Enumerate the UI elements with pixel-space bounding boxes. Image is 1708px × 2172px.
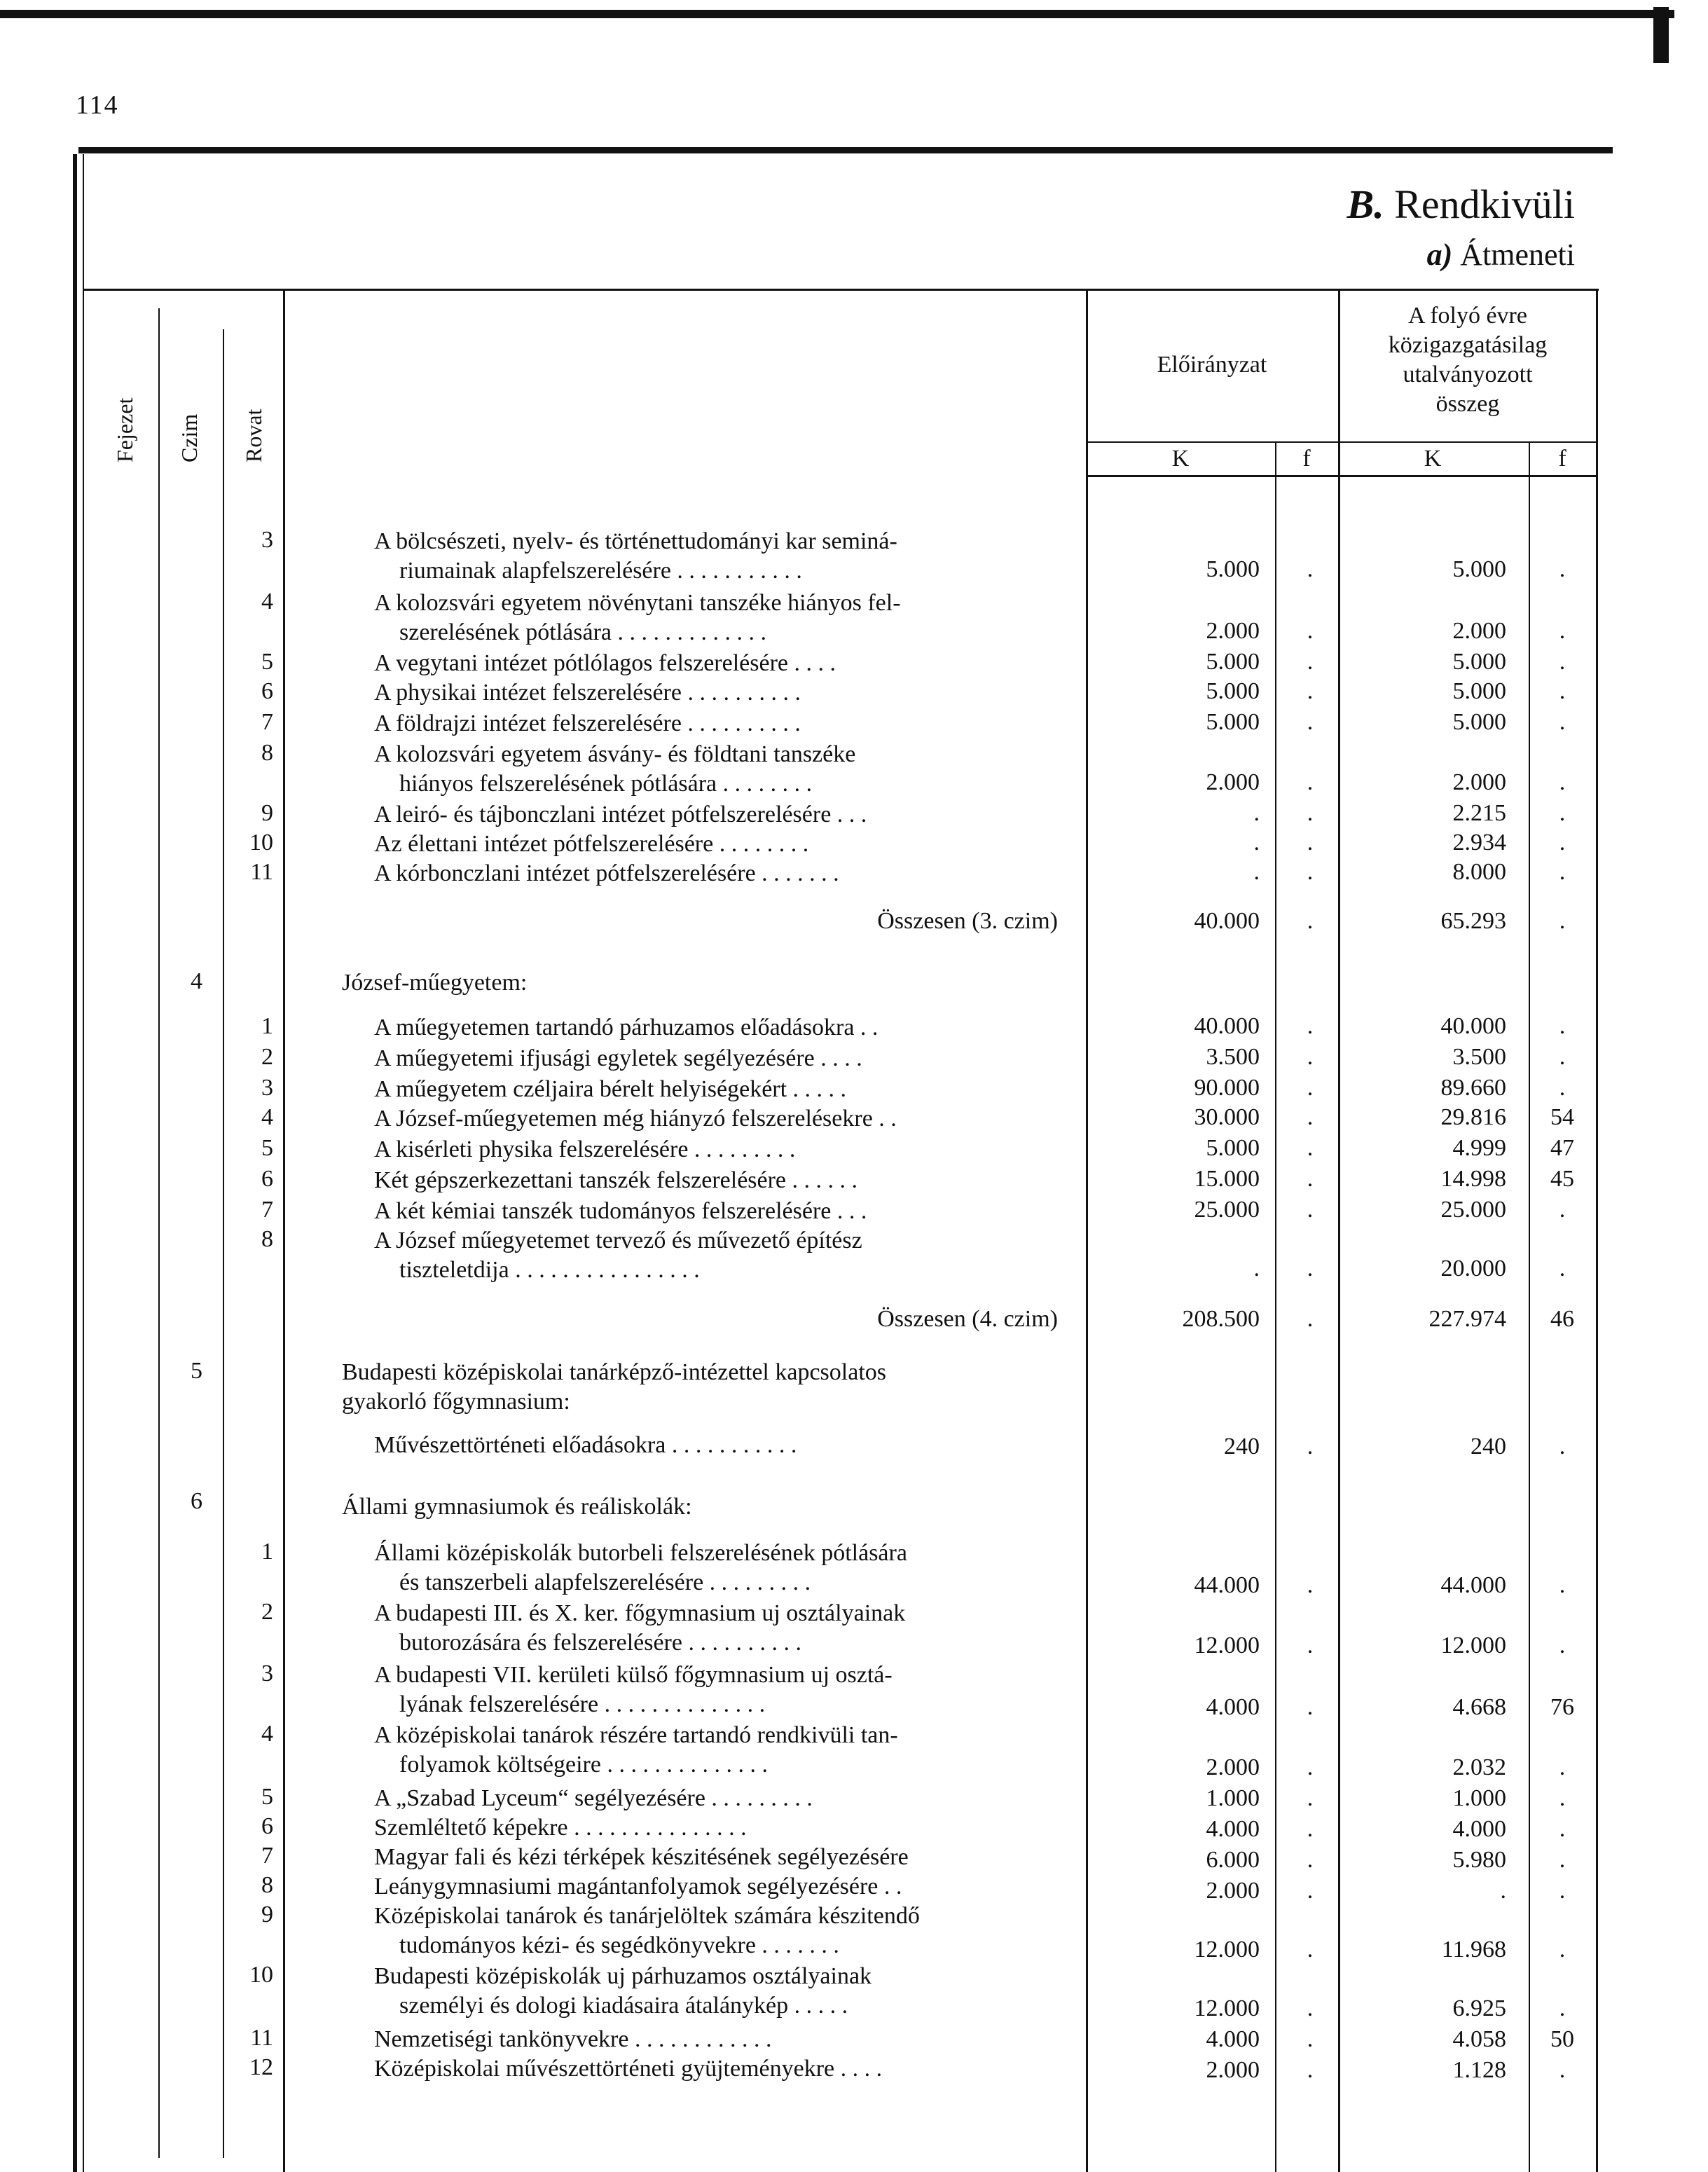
- eloiranyzat-f: .: [1307, 1135, 1314, 1161]
- item-description: [374, 1872, 1082, 1902]
- utalvanyozott-k: 5.980: [1452, 1847, 1506, 1873]
- total-eloiranyzat-k: 40.000: [1194, 908, 1260, 934]
- eloiranyzat-f: .: [1307, 1256, 1314, 1281]
- rovat-number: 5: [261, 1135, 273, 1161]
- group-title-line2: gyakorló főgymnasium:: [342, 1389, 570, 1415]
- rovat-number: 10: [249, 1962, 273, 1988]
- rovat-number: 6: [261, 1166, 273, 1192]
- utalvanyozott-k: 40.000: [1440, 1013, 1506, 1039]
- rovat-number: 2: [261, 1044, 273, 1070]
- czim-number: 4: [191, 968, 202, 994]
- eloiranyzat-k: 2.000: [1206, 618, 1260, 644]
- rovat-number: 5: [261, 1784, 273, 1810]
- item-line1: Két gépszerkezettani tanszék felszerelésére . . . . . .: [374, 1167, 858, 1193]
- col-sep-eloiranyzat-f: [1275, 441, 1276, 2172]
- eloiranyzat-k: 15.000: [1194, 1166, 1260, 1192]
- eloiranyzat-k: 4.000: [1206, 1816, 1260, 1842]
- eloiranyzat-f: .: [1307, 1754, 1314, 1780]
- page-number: 114: [76, 90, 119, 120]
- utalvanyozott-f: .: [1559, 1434, 1566, 1459]
- eloiranyzat-k: 1.000: [1206, 1785, 1260, 1811]
- eloiranyzat-f: .: [1307, 1816, 1314, 1842]
- group-title: Állami gymnasiumok és reáliskolák:: [342, 1494, 692, 1520]
- header-utalvanyozott-line1: A folyó évre: [1408, 303, 1527, 329]
- utalvanyozott-k: 25.000: [1440, 1197, 1506, 1223]
- utalvanyozott-f: .: [1559, 1572, 1566, 1598]
- rovat-number: 7: [261, 709, 273, 735]
- item-description: [374, 800, 1082, 830]
- item-line1: Budapesti középiskolák uj párhuzamos osztályainak: [374, 1963, 872, 1989]
- eloiranyzat-k: .: [1253, 859, 1260, 885]
- eloiranyzat-k: 44.000: [1194, 1572, 1260, 1598]
- utalvanyozott-f: .: [1559, 800, 1566, 826]
- utalvanyozott-f: .: [1559, 769, 1566, 795]
- eloiranyzat-f: .: [1307, 1197, 1314, 1223]
- utalvanyozott-f: 76: [1550, 1694, 1574, 1720]
- col-sep-fejezet: [158, 308, 160, 2158]
- utalvanyozott-k: 4.668: [1452, 1694, 1506, 1720]
- utalvanyozott-k: 8.000: [1452, 859, 1506, 885]
- eloiranyzat-f: .: [1307, 1694, 1314, 1720]
- item-description: [374, 1661, 1082, 1719]
- czim-number: 5: [191, 1358, 202, 1384]
- item-description: [374, 1013, 1082, 1043]
- rovat-number: 7: [261, 1197, 273, 1223]
- rovat-number: 8: [261, 1872, 273, 1898]
- item-line1: Középiskolai művészettörténeti gyüjteményekre . . . .: [374, 2056, 883, 2082]
- item-description: [374, 1902, 1082, 1960]
- eloiranyzat-k: 12.000: [1194, 1633, 1260, 1658]
- rovat-number: 3: [261, 527, 273, 553]
- col-sep-eloiranyzat: [1086, 289, 1088, 2172]
- section-title-text: Rendkivüli: [1394, 181, 1575, 227]
- total-eloiranyzat-k: 208.500: [1182, 1306, 1260, 1332]
- rovat-number: 11: [250, 859, 273, 885]
- item-line1: A leiró- és tájbonczlani intézet pótfelszerelésére . . .: [374, 802, 867, 827]
- eloiranyzat-k: 2.000: [1206, 769, 1260, 795]
- eloiranyzat-f: .: [1307, 1166, 1314, 1192]
- eloiranyzat-f: .: [1307, 1847, 1314, 1873]
- item-description: [374, 830, 1082, 859]
- item-line1: A vegytani intézet pótlólagos felszerelésére . . . .: [374, 650, 836, 676]
- utalvanyozott-f: .: [1559, 2057, 1566, 2083]
- item-description: [374, 1226, 1082, 1285]
- item-line1: Állami középiskolák butorbeli felszerelésének pótlására: [374, 1540, 907, 1566]
- rovat-number: 5: [261, 649, 273, 675]
- item-description: [374, 859, 1082, 888]
- rovat-number: 8: [261, 1226, 273, 1252]
- item-description: [374, 1843, 1082, 1872]
- table-top-rule: [78, 147, 1613, 153]
- group-title: [342, 1358, 1084, 1417]
- utalvanyozott-k: 3.500: [1452, 1044, 1506, 1070]
- eloiranyzat-k: 2.000: [1206, 1878, 1260, 1904]
- subsection-letter: a): [1426, 238, 1453, 272]
- utalvanyozott-k: 20.000: [1440, 1256, 1506, 1281]
- header-czim: Czim: [177, 413, 202, 462]
- utalvanyozott-f: .: [1559, 649, 1566, 675]
- eloiranyzat-f: .: [1307, 1785, 1314, 1811]
- eloiranyzat-f: .: [1307, 1572, 1314, 1598]
- utalvanyozott-f: .: [1559, 1633, 1566, 1658]
- utalvanyozott-k: 240: [1471, 1434, 1506, 1459]
- item-line1: A műegyetemi ifjusági egyletek segélyezésére . . . .: [374, 1045, 862, 1071]
- eloiranyzat-k: 5.000: [1206, 1135, 1260, 1161]
- utalvanyozott-k: 4.000: [1452, 1816, 1506, 1842]
- header-utalvanyozott-line2: közigazgatásilag: [1388, 332, 1548, 358]
- utalvanyozott-k: 5.000: [1452, 678, 1506, 704]
- utalvanyozott-f: .: [1559, 1937, 1566, 1963]
- item-line1: Az élettani intézet pótfelszerelésére . . . . . . . .: [374, 831, 809, 857]
- rovat-number: 9: [261, 800, 273, 826]
- utalvanyozott-k: 2.934: [1452, 830, 1506, 855]
- eloiranyzat-k: 90.000: [1194, 1075, 1260, 1101]
- top-border-corner: [1653, 7, 1669, 63]
- item-line2: riumainak alapfelszerelésére . . . . . . . . . . .: [399, 558, 802, 584]
- utalvanyozott-k: 44.000: [1440, 1572, 1506, 1598]
- item-line1: Magyar fali és kézi térképek készitésének segélyezésére: [374, 1844, 909, 1870]
- item-description: [374, 1962, 1082, 2021]
- rovat-number: 12: [249, 2054, 273, 2080]
- eloiranyzat-k: 5.000: [1206, 649, 1260, 675]
- total-label: Összesen (3. czim): [877, 908, 1058, 934]
- utalvanyozott-f: .: [1559, 678, 1566, 704]
- col-sep-right: [1596, 289, 1598, 2172]
- eloiranyzat-f: .: [1307, 1633, 1314, 1658]
- item-line1: A physikai intézet felszerelésére . . . . . . . . . .: [374, 680, 801, 706]
- item-description: [374, 1539, 1082, 1597]
- item-line1: A kolozsvári egyetem ásvány- és földtani tanszéke: [374, 741, 856, 767]
- item-description: [374, 678, 1082, 708]
- eloiranyzat-f: .: [1307, 2026, 1314, 2052]
- eloiranyzat-k: 12.000: [1194, 1995, 1260, 2021]
- item-line2: lyának felszerelésére . . . . . . . . . . . . . .: [399, 1691, 766, 1717]
- utalvanyozott-k: 12.000: [1440, 1633, 1506, 1658]
- item-description: [374, 1166, 1082, 1195]
- utalvanyozott-k: 1.128: [1452, 2057, 1506, 2083]
- eloiranyzat-f: .: [1307, 1878, 1314, 1904]
- eloiranyzat-f: .: [1307, 830, 1314, 855]
- eloiranyzat-f: .: [1307, 859, 1314, 885]
- header-unit-f1: f: [1302, 446, 1311, 472]
- utalvanyozott-k: .: [1500, 1878, 1506, 1904]
- header-utalvanyozott-line3: utalványozott: [1403, 362, 1533, 387]
- rovat-number: 6: [261, 678, 273, 704]
- utalvanyozott-f: .: [1559, 709, 1566, 735]
- col-sep-rovat: [283, 289, 285, 2172]
- rovat-number: 4: [261, 1104, 273, 1130]
- eloiranyzat-f: .: [1307, 649, 1314, 675]
- rovat-number: 1: [261, 1539, 273, 1565]
- header-eloiranyzat: Előirányzat: [1157, 352, 1267, 378]
- utalvanyozott-f: .: [1559, 556, 1566, 582]
- item-line1: A bölcsészeti, nyelv- és történettudományi kar seminá-: [374, 528, 897, 554]
- header-utalvanyozott: [1345, 301, 1590, 419]
- item-description: [374, 1813, 1082, 1843]
- item-description: [374, 1784, 1082, 1813]
- rovat-number: 4: [261, 1721, 273, 1747]
- item-description: [374, 2025, 1082, 2054]
- top-border-rule: [0, 10, 1674, 18]
- utalvanyozott-f: 45: [1550, 1166, 1574, 1192]
- item-line2: butorozására és felszerelésére . . . . . . . . . .: [399, 1630, 801, 1656]
- item-line1: A kolozsvári egyetem növénytani tanszéke hiányos fel-: [374, 590, 901, 616]
- utalvanyozott-k: 6.925: [1452, 1995, 1506, 2021]
- utalvanyozott-k: 1.000: [1452, 1785, 1506, 1811]
- eloiranyzat-k: 4.000: [1206, 1694, 1260, 1720]
- item-line2: tudományos kézi- és segédkönyvekre . . . . . . .: [399, 1932, 839, 1958]
- utalvanyozott-f: 54: [1550, 1104, 1574, 1130]
- total-utalvanyozott-f: .: [1559, 908, 1566, 934]
- eloiranyzat-k: 240: [1224, 1434, 1260, 1459]
- item-line2: tiszteletdija . . . . . . . . . . . . . . . .: [399, 1257, 700, 1283]
- utalvanyozott-k: 5.000: [1452, 649, 1506, 675]
- section-title: [1347, 181, 1575, 228]
- eloiranyzat-k: 25.000: [1194, 1197, 1260, 1223]
- eloiranyzat-k: 4.000: [1206, 2026, 1260, 2052]
- item-line1: A kisérleti physika felszerelésére . . . . . . . . .: [374, 1136, 796, 1162]
- group-title-line1: Budapesti középiskolai tanárképző-intézettel kapcsolatos: [342, 1359, 887, 1385]
- utalvanyozott-f: .: [1559, 1013, 1566, 1039]
- item-line2: folyamok költségeire . . . . . . . . . . . . . .: [399, 1752, 768, 1778]
- header-bottom-rule: [1086, 475, 1597, 477]
- item-description: [374, 1431, 1082, 1460]
- utalvanyozott-f: .: [1559, 618, 1566, 644]
- rovat-number: 6: [261, 1813, 273, 1839]
- eloiranyzat-f: .: [1307, 678, 1314, 704]
- total-eloiranyzat-f: .: [1307, 908, 1314, 934]
- total-label: Összesen (4. czim): [877, 1306, 1058, 1332]
- eloiranyzat-f: .: [1307, 556, 1314, 582]
- item-description: [374, 1599, 1082, 1658]
- item-description: [374, 1104, 1082, 1134]
- item-description: [374, 589, 1082, 647]
- rovat-number: 3: [261, 1661, 273, 1686]
- utalvanyozott-k: 5.000: [1452, 709, 1506, 735]
- eloiranyzat-k: 2.000: [1206, 1754, 1260, 1780]
- header-unit-rule: [1086, 441, 1597, 443]
- eloiranyzat-k: 30.000: [1194, 1104, 1260, 1130]
- utalvanyozott-f: .: [1559, 1785, 1566, 1811]
- utalvanyozott-k: 4.999: [1452, 1135, 1506, 1161]
- utalvanyozott-f: .: [1559, 1256, 1566, 1281]
- rovat-number: 2: [261, 1599, 273, 1625]
- utalvanyozott-f: .: [1559, 1075, 1566, 1101]
- item-line1: A József műegyetemet tervező és művezető építész: [374, 1228, 862, 1253]
- utalvanyozott-k: 5.000: [1452, 556, 1506, 582]
- eloiranyzat-k: 2.000: [1206, 2057, 1260, 2083]
- utalvanyozott-k: 4.058: [1452, 2026, 1506, 2052]
- col-sep-utalvanyozott-f: [1529, 441, 1530, 2172]
- total-utalvanyozott-k: 65.293: [1440, 908, 1506, 934]
- header-fejezet: Fejezet: [112, 397, 137, 462]
- utalvanyozott-f: .: [1559, 830, 1566, 855]
- item-line1: A „Szabad Lyceum“ segélyezésére . . . . . . . . .: [374, 1785, 813, 1811]
- rovat-number: 10: [249, 830, 273, 855]
- eloiranyzat-f: .: [1307, 709, 1314, 735]
- item-line2: szerelésének pótlására . . . . . . . . . . . . .: [399, 619, 766, 645]
- item-line1: A kórbonczlani intézet pótfelszerelésére . . . . . . .: [374, 860, 839, 886]
- utalvanyozott-k: 2.000: [1452, 618, 1506, 644]
- eloiranyzat-f: .: [1307, 618, 1314, 644]
- item-description: [374, 1721, 1082, 1780]
- utalvanyozott-f: .: [1559, 1816, 1566, 1842]
- header-unit-k2: K: [1424, 446, 1442, 472]
- utalvanyozott-k: 11.968: [1441, 1937, 1506, 1963]
- item-line2: és tanszerbeli alapfelszerelésére . . . . . . . . .: [399, 1569, 811, 1595]
- item-line1: A budapesti VII. kerületi külső főgymnasium uj osztá-: [374, 1662, 893, 1688]
- rovat-number: 9: [261, 1902, 273, 1927]
- eloiranyzat-k: 12.000: [1194, 1937, 1260, 1963]
- item-line1: Leánygymnasiumi magántanfolyamok segélyezésére . .: [374, 1874, 902, 1899]
- header-top-rule: [84, 289, 1599, 291]
- subsection-title: [1427, 237, 1575, 273]
- total-eloiranyzat-f: .: [1307, 1306, 1314, 1332]
- item-line1: A műegyetemen tartandó párhuzamos előadásokra . .: [374, 1015, 879, 1040]
- item-line2: személyi és dologi kiadásaira átalánykép . . . . .: [399, 1993, 848, 2019]
- total-utalvanyozott-f: 46: [1550, 1306, 1574, 1332]
- eloiranyzat-f: .: [1307, 1104, 1314, 1130]
- eloiranyzat-k: 5.000: [1206, 709, 1260, 735]
- item-description: [374, 2054, 1082, 2084]
- eloiranyzat-f: .: [1307, 1995, 1314, 2021]
- utalvanyozott-k: 14.998: [1440, 1166, 1506, 1192]
- eloiranyzat-k: 40.000: [1194, 1013, 1260, 1039]
- utalvanyozott-f: .: [1559, 1995, 1566, 2021]
- eloiranyzat-f: .: [1307, 1937, 1314, 1963]
- eloiranyzat-f: .: [1307, 769, 1314, 795]
- utalvanyozott-f: .: [1559, 1197, 1566, 1223]
- item-line1: Középiskolai tanárok és tanárjelöltek számára készitendő: [374, 1903, 920, 1929]
- item-description: [374, 1075, 1082, 1104]
- utalvanyozott-k: 89.660: [1440, 1075, 1506, 1101]
- item-line1: A budapesti III. és X. ker. főgymnasium uj osztályainak: [374, 1600, 906, 1626]
- header-unit-k1: K: [1171, 446, 1190, 472]
- utalvanyozott-k: 2.000: [1452, 769, 1506, 795]
- utalvanyozott-f: .: [1559, 859, 1566, 885]
- subsection-title-text: Átmeneti: [1460, 238, 1575, 272]
- item-description: [374, 527, 1082, 586]
- item-description: [374, 1044, 1082, 1073]
- item-description: [374, 709, 1082, 738]
- item-line1: A két kémiai tanszék tudományos felszerelésére . . .: [374, 1198, 867, 1224]
- utalvanyozott-f: 50: [1550, 2026, 1574, 2052]
- eloiranyzat-f: .: [1307, 1013, 1314, 1039]
- utalvanyozott-f: 47: [1550, 1135, 1574, 1161]
- utalvanyozott-k: 29.816: [1440, 1104, 1506, 1130]
- item-description: [374, 1135, 1082, 1164]
- utalvanyozott-f: .: [1559, 1044, 1566, 1070]
- eloiranyzat-f: .: [1307, 1075, 1314, 1101]
- item-line1: Nemzetiségi tankönyvekre . . . . . . . . . . . .: [374, 2026, 772, 2052]
- total-utalvanyozott-k: 227.974: [1428, 1306, 1506, 1332]
- eloiranyzat-k: .: [1253, 800, 1260, 826]
- item-description: [374, 740, 1082, 799]
- rovat-number: 11: [250, 2025, 273, 2051]
- czim-number: 6: [191, 1488, 202, 1514]
- eloiranyzat-k: 5.000: [1206, 678, 1260, 704]
- utalvanyozott-f: .: [1559, 1878, 1566, 1904]
- item-line1: A földrajzi intézet felszerelésére . . . . . . . . . .: [374, 710, 801, 736]
- header-rovat: Rovat: [241, 408, 266, 462]
- eloiranyzat-f: .: [1307, 800, 1314, 826]
- eloiranyzat-k: .: [1253, 830, 1260, 855]
- eloiranyzat-k: .: [1253, 1256, 1260, 1281]
- header-utalvanyozott-line4: összeg: [1435, 391, 1500, 417]
- utalvanyozott-k: 2.032: [1452, 1754, 1506, 1780]
- rovat-number: 8: [261, 740, 273, 766]
- table-left-rule: [73, 154, 77, 2172]
- item-description: [374, 1197, 1082, 1226]
- rovat-number: 1: [261, 1013, 273, 1039]
- item-line2: hiányos felszerelésének pótlására . . . . . . . .: [399, 771, 813, 797]
- eloiranyzat-f: .: [1307, 1434, 1314, 1459]
- table-left-inner-rule: [83, 154, 84, 2172]
- col-sep-czim: [223, 329, 224, 2158]
- section-letter: B.: [1347, 181, 1384, 227]
- eloiranyzat-k: 6.000: [1206, 1847, 1260, 1873]
- item-line1: Művészettörténeti előadásokra . . . . . . . . . . .: [374, 1432, 797, 1458]
- eloiranyzat-f: .: [1307, 1044, 1314, 1070]
- eloiranyzat-k: 5.000: [1206, 556, 1260, 582]
- rovat-number: 4: [261, 589, 273, 614]
- eloiranyzat-f: .: [1307, 2057, 1314, 2083]
- item-line1: A műegyetem czéljaira bérelt helyiségekért . . . . .: [374, 1076, 847, 1102]
- group-title: József-műegyetem:: [342, 970, 528, 996]
- item-line1: Szemléltető képekre . . . . . . . . . . . . . . .: [374, 1815, 747, 1841]
- item-description: [374, 649, 1082, 678]
- item-line1: A középiskolai tanárok részére tartandó rendkivüli tan-: [374, 1722, 898, 1748]
- header-unit-f2: f: [1558, 446, 1566, 472]
- eloiranyzat-k: 3.500: [1206, 1044, 1260, 1070]
- rovat-number: 7: [261, 1843, 273, 1869]
- utalvanyozott-f: .: [1559, 1847, 1566, 1873]
- utalvanyozott-k: 2.215: [1452, 800, 1506, 826]
- rovat-number: 3: [261, 1075, 273, 1101]
- utalvanyozott-f: .: [1559, 1754, 1566, 1780]
- item-line1: A József-műegyetemen még hiányzó felszerelésekre . .: [374, 1106, 897, 1132]
